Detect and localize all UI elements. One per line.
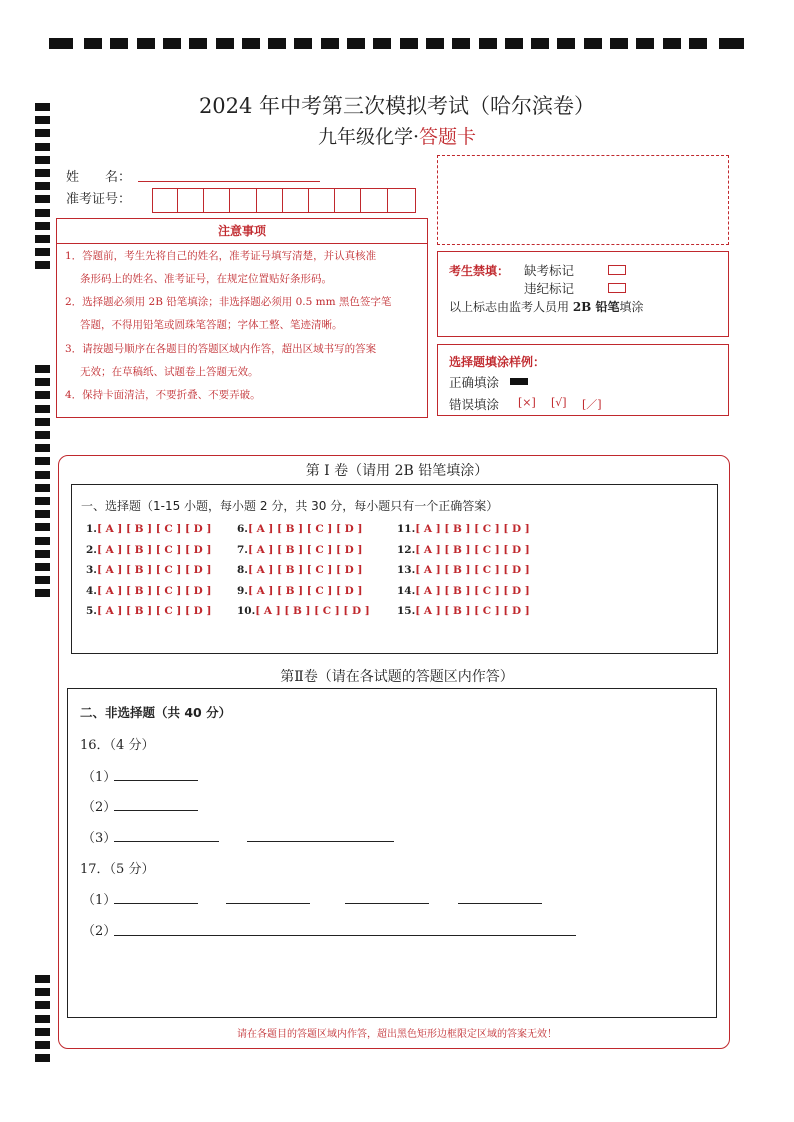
mcq-options[interactable]: [ A ] [ B ] [ C ] [ D ]: [96, 584, 212, 597]
timing-mark: [35, 497, 50, 505]
timing-mark: [531, 38, 549, 49]
mcq-number: 1.: [86, 523, 97, 535]
footer-warning: 请在各题目的答题区域内作答，超出黑色矩形边框限定区域的答案无效！: [237, 1029, 557, 1040]
timing-mark: [719, 38, 744, 49]
exam-id-digit-box[interactable]: [232, 189, 257, 213]
q16-label: 16．（4 分）: [80, 738, 155, 753]
timing-mark: [557, 38, 575, 49]
timing-mark: [479, 38, 497, 49]
q16-2-label: （2）: [82, 800, 117, 815]
part2-title: 第Ⅱ卷（请在各试题的答题区内作答）: [280, 669, 514, 685]
fill-example-box: [437, 344, 729, 416]
mcq-number: 6.: [237, 523, 248, 535]
mcq-question-11[interactable]: [397, 523, 530, 535]
notice-item-2-cont: 答题，不得用铅笔或圆珠笔答题；字体工整、笔迹清晰。: [80, 319, 343, 331]
mcq-number: 15.: [397, 605, 416, 618]
timing-mark: [35, 195, 50, 203]
mcq-options[interactable]: [ A ] [ B ] [ C ] [ D ]: [415, 543, 530, 556]
q16-3-answer-line-a[interactable]: [114, 841, 219, 842]
mcq-options[interactable]: [ A ] [ B ] [ C ] [ D ]: [415, 564, 530, 577]
timing-mark: [35, 589, 50, 597]
note-suffix: 填涂: [619, 300, 644, 314]
mcq-question-2[interactable]: [86, 544, 211, 556]
mcq-question-10[interactable]: [237, 605, 370, 617]
mcq-options[interactable]: [ A ] [ B ] [ C ] [ D ]: [96, 523, 212, 535]
wrong-mark-1: [×]: [518, 396, 536, 409]
forbidden-note: [449, 298, 644, 315]
timing-mark: [426, 38, 444, 49]
mcq-number: 8.: [237, 564, 248, 577]
timing-mark: [35, 391, 50, 399]
q17-1-label: （1）: [82, 893, 117, 908]
mcq-options[interactable]: [ A ] [ B ] [ C ] [ D ]: [255, 605, 370, 618]
q17-2-label: （2）: [82, 924, 117, 939]
timing-mark: [35, 563, 50, 571]
mcq-question-9[interactable]: [237, 585, 362, 597]
timing-mark: [35, 235, 50, 243]
timing-mark: [163, 38, 181, 49]
timing-mark: [35, 523, 50, 531]
q17-1-answer-line-d[interactable]: [458, 903, 542, 904]
timing-mark: [35, 1015, 50, 1023]
mcq-question-15[interactable]: [397, 605, 530, 617]
timing-mark: [49, 38, 73, 49]
absent-label: 缺考标记: [524, 263, 575, 278]
mcq-question-12[interactable]: [397, 544, 530, 556]
forbidden-label: 考生禁填：: [449, 264, 510, 278]
timing-mark: [689, 38, 707, 49]
mcq-number: 13.: [397, 564, 416, 577]
timing-mark: [268, 38, 286, 49]
exam-id-digit-box[interactable]: [310, 189, 335, 213]
timing-mark: [35, 418, 50, 426]
timing-mark: [505, 38, 523, 49]
wrong-mark-2: [√]: [551, 396, 567, 409]
mcq-question-14[interactable]: [397, 585, 530, 597]
timing-mark: [294, 38, 312, 49]
notice-item-2: 2．选择题必须用 2B 铅笔填涂；非选择题必须用 0.5 mm 黑色签字笔: [65, 296, 392, 308]
notice-item-4: 4．保持卡面清洁，不要折叠、不要弄破。: [65, 389, 261, 401]
timing-mark: [35, 431, 50, 439]
mcq-number: 11.: [397, 523, 416, 535]
mcq-question-8[interactable]: [237, 564, 362, 576]
notice-item-1-cont: 条形码上的姓名、准考证号，在规定位置贴好条形码。: [80, 273, 332, 285]
note-prefix: 以上标志由监考人员用: [449, 300, 573, 314]
timing-mark: [35, 537, 50, 545]
timing-mark: [35, 169, 50, 177]
timing-mark: [400, 38, 418, 49]
mcq-number: 9.: [237, 584, 248, 597]
q17-label: 17．（5 分）: [80, 862, 155, 877]
timing-mark: [35, 261, 50, 269]
violation-mark-box[interactable]: [608, 283, 626, 293]
part2-box: [67, 688, 717, 1018]
notice-heading: 注意事项: [57, 219, 427, 244]
timing-mark: [216, 38, 234, 49]
exam-id-digit-box[interactable]: [258, 189, 283, 213]
timing-mark: [35, 222, 50, 230]
mcq-question-3[interactable]: [86, 564, 211, 576]
exam-id-digit-box[interactable]: [284, 189, 309, 213]
timing-mark: [35, 576, 50, 584]
timing-mark: [373, 38, 391, 49]
mcq-number: 14.: [397, 584, 416, 597]
mcq-number: 10.: [237, 605, 256, 618]
q17-1-answer-line-c[interactable]: [345, 903, 429, 904]
note-bold: 2B 铅笔: [572, 300, 620, 314]
timing-mark: [663, 38, 681, 49]
mcq-options[interactable]: [ A ] [ B ] [ C ] [ D ]: [247, 543, 363, 556]
mcq-number: 4.: [86, 584, 97, 597]
q17-1-answer-line-b[interactable]: [226, 903, 310, 904]
exam-id-digit-box[interactable]: [336, 189, 361, 213]
timing-mark: [137, 38, 155, 49]
name-label: 姓 名：: [66, 170, 132, 185]
notice-item-1: 1．答题前，考生先将自己的姓名，准考证号填写清楚，并认真核准: [65, 250, 377, 262]
timing-mark: [636, 38, 654, 49]
exam-id-label: 准考证号：: [66, 192, 132, 207]
notice-item-3: 3．请按题号顺序在各题目的答题区域内作答，超出区域书写的答案: [65, 343, 377, 355]
mcq-question-1[interactable]: [86, 523, 211, 535]
timing-mark: [35, 484, 50, 492]
correct-fill-mark: [510, 378, 528, 385]
mcq-options[interactable]: [ A ] [ B ] [ C ] [ D ]: [415, 605, 530, 618]
timing-mark: [347, 38, 365, 49]
mcq-options[interactable]: [ A ] [ B ] [ C ] [ D ]: [247, 564, 363, 577]
fill-example-label: 选择题填涂样例：: [449, 355, 546, 369]
name-input-line[interactable]: [138, 181, 320, 182]
exam-id-digit-box[interactable]: [179, 189, 204, 213]
mcq-options[interactable]: [ A ] [ B ] [ C ] [ D ]: [247, 523, 363, 535]
subtitle-card: 答题卡: [419, 126, 477, 148]
notice-box: [56, 218, 428, 418]
q17-2-answer-line[interactable]: [114, 935, 576, 936]
part1-box: [71, 484, 718, 654]
timing-mark: [321, 38, 339, 49]
mcq-options[interactable]: [ A ] [ B ] [ C ] [ D ]: [96, 543, 212, 556]
mcq-options[interactable]: [ A ] [ B ] [ C ] [ D ]: [96, 605, 212, 618]
timing-mark: [452, 38, 470, 49]
timing-mark: [35, 550, 50, 558]
timing-mark: [35, 510, 50, 518]
part1-title: 第 I 卷（请用 2B 铅笔填涂）: [305, 463, 489, 479]
subtitle-subject: 九年级化学·: [317, 126, 420, 148]
timing-mark: [84, 38, 102, 49]
wrong-fill-label: 错误填涂: [449, 397, 500, 412]
q16-2-answer-line[interactable]: [114, 810, 198, 811]
q16-3-answer-line-b[interactable]: [247, 841, 394, 842]
mcq-question-7[interactable]: [237, 544, 362, 556]
timing-mark: [110, 38, 128, 49]
timing-mark: [35, 156, 50, 164]
mcq-options[interactable]: [ A ] [ B ] [ C ] [ D ]: [415, 584, 530, 597]
absent-mark-box[interactable]: [608, 265, 626, 275]
timing-mark: [35, 248, 50, 256]
mcq-options[interactable]: [ A ] [ B ] [ C ] [ D ]: [247, 584, 363, 597]
correct-fill-label: 正确填涂: [449, 375, 500, 390]
exam-id-digit-box[interactable]: [205, 189, 230, 213]
exam-id-digit-box[interactable]: [153, 189, 178, 213]
barcode-area: [437, 155, 729, 245]
notice-item-3-cont: 无效；在草稿纸、试题卷上答题无效。: [80, 366, 259, 378]
timing-mark: [35, 182, 50, 190]
q16-1-label: （1）: [82, 770, 117, 785]
exam-id-digit-box[interactable]: [389, 189, 414, 213]
timing-mark: [189, 38, 207, 49]
timing-mark: [35, 988, 50, 996]
part1-section-title: 一、选择题（1-15 小题，每小题 2 分，共 30 分，每小题只有一个正确答案）: [81, 499, 499, 513]
timing-mark: [35, 378, 50, 386]
mcq-number: 7.: [237, 543, 248, 556]
timing-mark: [35, 405, 50, 413]
violation-label: 违纪标记: [524, 281, 575, 296]
mcq-number: 5.: [86, 605, 97, 618]
timing-mark: [35, 1041, 50, 1049]
forbidden-box: [437, 251, 729, 337]
part2-section-title: 二、非选择题（共 40 分）: [80, 705, 232, 720]
q16-1-answer-line[interactable]: [114, 780, 198, 781]
mcq-number: 12.: [397, 543, 416, 556]
timing-mark: [35, 1054, 50, 1062]
page-title: 2024 年中考第三次模拟考试（哈尔滨卷）: [198, 94, 596, 118]
timing-mark: [35, 209, 50, 217]
mcq-question-5[interactable]: [86, 605, 211, 617]
mcq-question-13[interactable]: [397, 564, 530, 576]
mcq-question-6[interactable]: [237, 523, 362, 535]
page-subtitle: [0, 122, 794, 149]
q16-3-label: （3）: [82, 831, 117, 846]
mcq-question-4[interactable]: [86, 585, 211, 597]
q17-1-answer-line-a[interactable]: [114, 903, 198, 904]
exam-id-digit-box[interactable]: [363, 189, 388, 213]
timing-mark: [35, 1001, 50, 1009]
timing-mark: [35, 365, 50, 373]
mcq-options[interactable]: [ A ] [ B ] [ C ] [ D ]: [96, 564, 212, 577]
mcq-number: 3.: [86, 564, 97, 577]
mcq-number: 2.: [86, 543, 97, 556]
mcq-options[interactable]: [ A ] [ B ] [ C ] [ D ]: [415, 523, 530, 535]
wrong-mark-3: [／]: [582, 398, 602, 411]
timing-mark: [584, 38, 602, 49]
timing-mark: [242, 38, 260, 49]
timing-mark: [610, 38, 628, 49]
timing-mark: [35, 975, 50, 983]
exam-id-boxes[interactable]: [152, 188, 416, 213]
timing-mark: [35, 444, 50, 452]
